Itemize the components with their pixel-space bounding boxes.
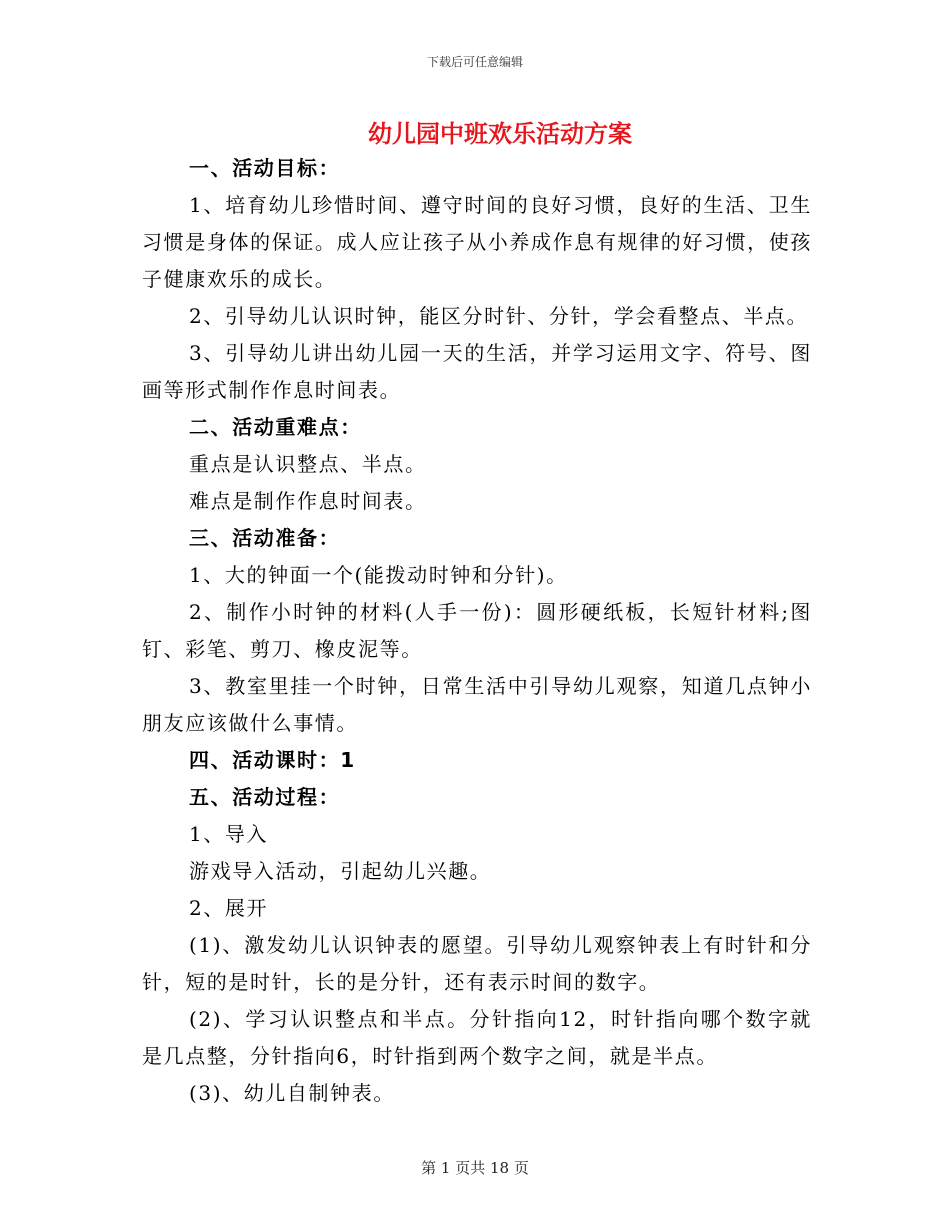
document-title: 幼儿园中班欢乐活动方案 [368, 120, 632, 148]
paragraph: 3、引导幼儿讲出幼儿园一天的生活，并学习运用文字、符号、图画等形式制作作息时间表。 [142, 341, 812, 402]
paragraph: 重点是认识整点、半点。 [189, 452, 427, 476]
section-heading: 一、活动目标： [189, 156, 341, 180]
section-heading: 四、活动课时：1 [189, 748, 356, 772]
section-heading: 三、活动准备： [189, 526, 341, 550]
paragraph: 2、制作小时钟的材料(人手一份)：圆形硬纸板，长短针材料;图钉、彩笔、剪刀、橡皮泥等。 [142, 600, 812, 661]
paragraph: (2)、学习认识整点和半点。分针指向12，时针指向哪个数字就是几点整，分针指向6，时针指到两个数字之间，就是半点。 [142, 1007, 812, 1068]
paragraph: 难点是制作作息时间表。 [189, 489, 427, 513]
page-footer: 第 1 页共 18 页 [421, 1159, 529, 1177]
paragraph: 1、培育幼儿珍惜时间、遵守时间的良好习惯，良好的生活、卫生习惯是身体的保证。成人应让孩子从小养成作息有规律的好习惯，使孩子健康欢乐的成长。 [142, 193, 812, 291]
section-heading: 二、活动重难点： [189, 415, 362, 439]
paragraph: (1)、激发幼儿认识钟表的愿望。引导幼儿观察钟表上有时针和分针，短的是时针，长的是分针，还有表示时间的数字。 [142, 933, 812, 994]
paragraph: 2、展开 [189, 896, 269, 920]
header-note: 下载后可任意编辑 [426, 55, 523, 69]
paragraph: 1、大的钟面一个(能拨动时钟和分针)。 [189, 563, 568, 587]
paragraph: 1、导入 [189, 822, 269, 846]
paragraph: 游戏导入活动，引起幼儿兴趣。 [189, 859, 492, 883]
document-body [142, 150, 812, 1112]
section-heading: 五、活动过程： [189, 785, 341, 809]
paragraph: 2、引导幼儿认识时钟，能区分时针、分针，学会看整点、半点。 [189, 304, 809, 328]
paragraph: 3、教室里挂一个时钟，日常生活中引导幼儿观察，知道几点钟小朋友应该做什么事情。 [142, 674, 812, 735]
paragraph: (3)、幼儿自制钟表。 [189, 1081, 395, 1105]
